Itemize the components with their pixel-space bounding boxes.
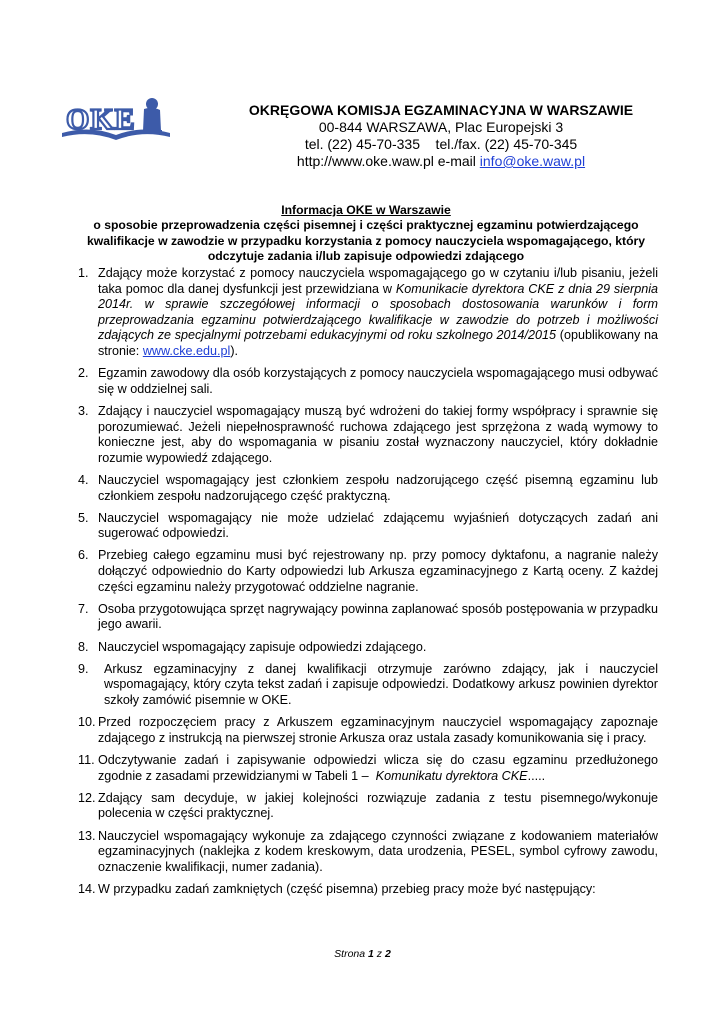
list-item [0,266,725,360]
organization-address: 00-844 WARSZAWA, Plac Europejski 3 [318,119,564,135]
list-item [0,715,725,746]
list-item [0,640,725,656]
item-number: 6. [78,548,89,563]
item-text: Osoba przygotowująca sprzęt nagrywający powinna zaplanować sposób postępowania w przypadku jego awarii. [98,601,658,632]
logo-text: OKE [66,103,136,136]
footer-page: 1 [368,948,374,960]
statue-icon [142,98,162,134]
item-number: 9. [78,661,89,676]
list-item [0,882,725,898]
email-link[interactable]: info@oke.waw.pl [479,153,586,169]
organization-name: OKRĘGOWA KOMISJA EGZAMINACYJNA W WARSZAWIE [248,102,634,118]
item-text: Przed rozpoczęciem pracy z Arkuszem egzaminacyjnym nauczyciel wspomagający zapoznaje zdającego z instrukcją na pierwszej stronie Arkusza oraz ustala zasady komunikowania się i pracy. [98,715,658,745]
item-text: Zdający i nauczyciel wspomagający muszą być wdrożeni do takiej formy współpracy i sprawnie się porozumiewać. Jeżeli niepełnosprawność ruchowa zdającego jest sprzężona z wadą wymowy to konieczne jest, aby do wspomagania w pisaniu został wyznaczony nauczyciel, który dokładnie rozumie wypowiedź zdającego. [98,403,658,465]
instructions-list [0,266,725,904]
oke-logo [60,93,172,143]
item-number: 2. [78,366,89,381]
list-item [0,753,725,784]
organization-phone: tel. (22) 45-70-335 tel./fax. (22) 45-70-345 [304,136,578,152]
item-text-italic: Komunikacie dyrektora CKE z dnia 29 sierpnia 2014r. w sprawie szczegółowej informacji o sposobach dostosowania warunków i form przeprowadzania egzaminu potwierdzającego kwalifikacje w zawodzie do potrzeb i możliwości zdających ze specjalnymi potrzebami edukacyjnymi od roku szkolnego 2014/2015 [98,281,658,343]
item-number: 11. [78,752,95,767]
item-number: 8. [78,639,89,654]
item-number: 10. [78,715,96,730]
item-number: 5. [78,510,89,525]
item-text: Przebieg całego egzaminu musi być rejestrowany np. przy pomocy dyktafonu, a nagranie należy dołączyć odpowiednio do Karty odpowiedzi lub Arkusza egzaminacyjnego z Kartą oceny. Z każdej części egzaminu należy przygotować oddzielne nagranie. [98,548,658,594]
cke-link[interactable]: www.cke.edu.pl [142,343,231,358]
list-item [0,473,725,504]
item-text: Arkusz egzaminacyjny z danej kwalifikacji otrzymuje zarówno zdający, jak i nauczyciel wspomagający, który czyta tekst zadań i zapisuje odpowiedzi. Dodatkowy arkusz powinien dyrektor szkoły zamówić pisemnie w OKE. [104,661,658,707]
item-number: 4. [78,472,89,487]
item-number: 1. [78,266,89,280]
item-text: Nauczyciel wspomagający zapisuje odpowiedzi zdającego. [98,639,427,654]
organization-header [180,102,702,170]
list-item [0,548,725,595]
item-text: Zdający może korzystać z pomocy nauczyciela wspomagającego go w czytaniu i/lub pisaniu, jeżeli taka pomoc dla danej dysfunkcji jest przewidziana w [98,266,658,296]
list-item [0,511,725,542]
item-text: Odczytywanie zadań i zapisywanie odpowiedzi wlicza się do czasu egzaminu przedłużonego zgodnie z zasadami przewidzianymi w Tabeli 1 – [98,752,662,783]
item-text: (opublikowany na stronie: [98,328,658,358]
footer-total: 2 [384,948,391,960]
title-line-1: Informacja OKE w Warszawie [281,203,451,217]
footer-prefix: Strona [334,948,369,960]
item-number: 13. [78,828,96,843]
item-text: W przypadku zadań zamkniętych (część pisemna) przebieg pracy może być następujący: [98,881,596,896]
item-text-italic: Komunikatu dyrektora CKE [375,768,528,783]
organization-web [180,153,702,170]
item-number: 12. [78,790,96,805]
list-item [0,662,725,709]
list-item [0,366,725,397]
footer-mid: z [373,948,385,960]
list-item [0,791,725,822]
item-text: Zdający sam decyduje, w jakiej kolejności rozwiązuje zadania z testu pisemnego/wykonuje polecenia w części praktycznej. [98,790,658,821]
document-title [60,203,672,265]
item-text: Nauczyciel wspomagający nie może udzielać zdającemu wyjaśnień dotyczących zadań ani sugerować odpowiedzi. [98,510,658,541]
item-number: 14. [78,881,96,896]
item-number: 3. [78,403,89,418]
item-text: ). [230,343,239,358]
list-item [0,602,725,633]
page-footer [0,948,725,960]
item-text: ..... [527,768,546,783]
item-text: Nauczyciel wspomagający wykonuje za zdającego czynności związane z kodowaniem materiałów egzaminacyjnych (naklejka z kodem kreskowym, data urodzenia, PESEL, symbol cyfrowy zawodu, oznaczenie kwalifikacji, numer zadania). [98,828,658,874]
item-text: Egzamin zawodowy dla osób korzystających z pomocy nauczyciela wspomagającego musi odbywać się w oddzielnej sali. [98,366,658,396]
title-line-2: o sposobie przeprowadzenia części pisemnej i części praktycznej egzaminu potwierdzającego kwalifikacje w zawodzie w przypadku korzystania z pomocy nauczyciela wspomagającego, który odczytuje zadania i/lub zapisuje odpowiedzi zdającego [86,218,646,264]
list-item [0,829,725,876]
website-text: http://www.oke.waw.pl e-mail [296,153,480,169]
item-text: Nauczyciel wspomagający jest członkiem zespołu nadzorującego część pisemną egzaminu lub członkiem zespołu nadzorującego część praktyczną. [98,472,658,503]
item-number: 7. [78,601,89,616]
list-item [0,404,725,466]
